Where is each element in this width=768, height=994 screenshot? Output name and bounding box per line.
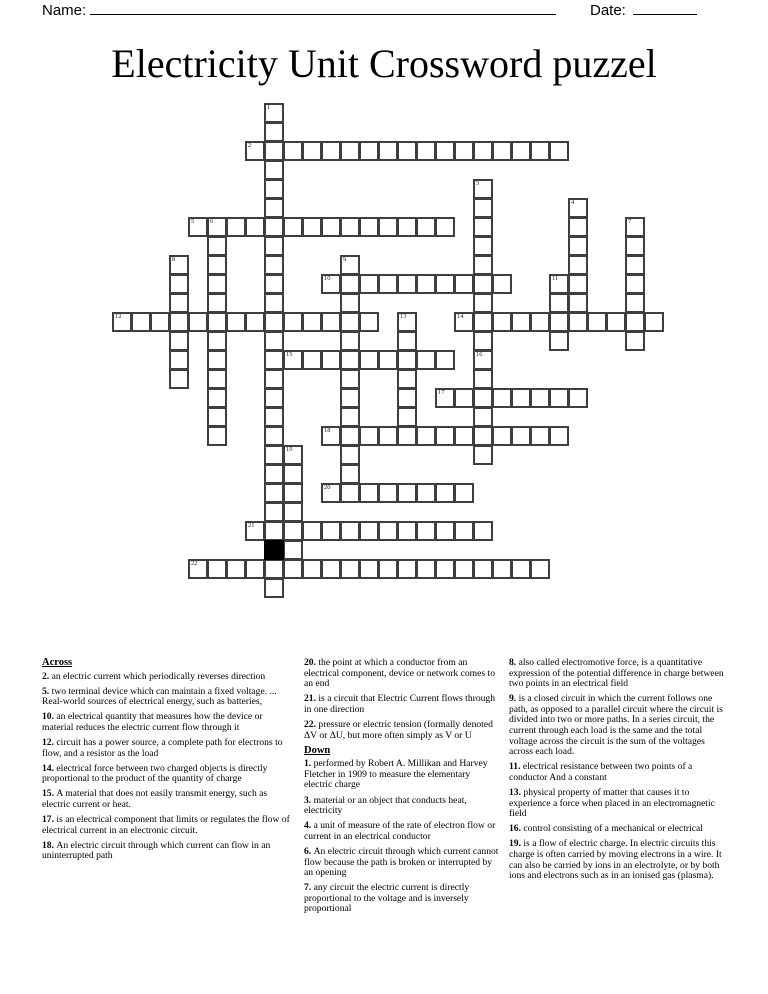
across-header: Across — [42, 657, 73, 668]
grid-cell[interactable] — [302, 141, 322, 161]
clue-item: 15. A material that does not easily transmit energy, such as electric current or heat. — [42, 788, 268, 811]
grid-cell[interactable] — [397, 350, 417, 370]
grid-cell[interactable] — [473, 331, 493, 351]
grid-cell[interactable] — [264, 331, 284, 351]
grid-cell[interactable] — [454, 274, 474, 294]
grid-cell[interactable] — [549, 293, 569, 313]
clue-item: 18. An electric circuit through which current can flow in an uninterrupted path — [42, 839, 271, 862]
grid-cell[interactable] — [131, 312, 151, 332]
grid-cell[interactable] — [473, 388, 493, 408]
grid-cell[interactable] — [359, 312, 379, 332]
grid-cell[interactable] — [207, 217, 227, 237]
grid-cell[interactable] — [454, 426, 474, 446]
grid-cell[interactable] — [587, 312, 607, 332]
clue-number: 2. — [42, 670, 52, 682]
grid-cell[interactable] — [397, 312, 417, 332]
clue-number: 10. — [42, 711, 57, 723]
grid-cell[interactable] — [188, 217, 208, 237]
grid-cell[interactable] — [397, 369, 417, 389]
black-cell — [264, 540, 284, 560]
grid-cell[interactable] — [397, 426, 417, 446]
grid-cell[interactable] — [264, 103, 284, 123]
clue-item: 12. circuit has a power source, a complete path for electrons to flow, and a resistor as the load — [42, 737, 283, 759]
grid-cell[interactable] — [207, 255, 227, 275]
grid-cell[interactable] — [568, 217, 588, 237]
grid-cell[interactable] — [188, 559, 208, 579]
grid-cell[interactable] — [473, 274, 493, 294]
clue-item: 1. performed by Robert A. Millikan and Harvey Fletcher in 1909 to measure the elementary electric charge — [304, 758, 488, 791]
grid-cell[interactable] — [568, 274, 588, 294]
grid-cell[interactable] — [492, 426, 512, 446]
grid-cell[interactable] — [454, 312, 474, 332]
grid-cell[interactable] — [112, 312, 132, 332]
grid-cell[interactable] — [416, 521, 436, 541]
clue-number: 12. — [42, 737, 57, 749]
clue-number-label: 14 — [457, 313, 464, 320]
clue-number: 16. — [509, 823, 524, 835]
grid-cell[interactable] — [454, 521, 474, 541]
grid-cell[interactable] — [302, 312, 322, 332]
grid-cell[interactable] — [169, 312, 189, 332]
clue-number-label: 9 — [343, 256, 347, 263]
clue-item: 14. electrical force between two charged objects is directly proportional to the product of the quantity of charge — [42, 762, 268, 785]
grid-cell[interactable] — [473, 179, 493, 199]
grid-cell[interactable] — [397, 559, 417, 579]
grid-cell[interactable] — [302, 350, 322, 370]
page-title: Electricity Unit Crossword puzzel — [111, 41, 657, 86]
grid-cell[interactable] — [435, 521, 455, 541]
grid-cell[interactable] — [549, 274, 569, 294]
clue-number-label: 8 — [172, 256, 176, 263]
grid-cell[interactable] — [378, 483, 398, 503]
clue-number: 13. — [509, 787, 524, 799]
grid-cell[interactable] — [340, 483, 360, 503]
grid-cell[interactable] — [549, 388, 569, 408]
grid-cell[interactable] — [283, 464, 303, 484]
grid-cell[interactable] — [359, 141, 379, 161]
grid-cell[interactable] — [568, 198, 588, 218]
clue-item: 6. An electric circuit through which current cannot flow because the path is broken or interrupted by an opening — [304, 845, 499, 879]
grid-cell[interactable] — [473, 312, 493, 332]
grid-cell[interactable] — [340, 217, 360, 237]
grid-cell[interactable] — [416, 274, 436, 294]
clue-number: 11. — [509, 761, 523, 773]
clue-item: 2. an electric current which periodically reverses direction — [42, 670, 266, 682]
grid-cell[interactable] — [568, 293, 588, 313]
clue-item: 21. is a circuit that Electric Current flows through in one direction — [304, 693, 496, 715]
grid-cell[interactable] — [625, 217, 645, 237]
clue-item: 22. pressure or electric tension (formally denoted ΔV or ΔU, but more often simply as V or U — [304, 718, 493, 741]
grid-cell[interactable] — [264, 160, 284, 180]
grid-cell[interactable] — [150, 312, 170, 332]
grid-cell[interactable] — [340, 521, 360, 541]
clue-item: 13. physical property of matter that causes it to experience a force when placed in an electromagnetic field — [509, 787, 715, 820]
grid-cell[interactable] — [549, 312, 569, 332]
grid-cell[interactable] — [606, 312, 626, 332]
clue-number-label: 11 — [552, 275, 559, 282]
grid-cell[interactable] — [207, 293, 227, 313]
grid-cell[interactable] — [397, 217, 417, 237]
grid-cell[interactable] — [359, 483, 379, 503]
grid-cell[interactable] — [207, 312, 227, 332]
grid-cell[interactable] — [169, 369, 189, 389]
grid-cell[interactable] — [568, 255, 588, 275]
clue-number-label: 5 — [191, 218, 195, 225]
grid-cell[interactable] — [359, 274, 379, 294]
grid-cell[interactable] — [454, 141, 474, 161]
clue-item: 11. electrical resistance between two points of a conductor And a constant — [509, 761, 693, 783]
grid-cell[interactable] — [492, 559, 512, 579]
grid-cell[interactable] — [207, 331, 227, 351]
grid-cell[interactable] — [378, 274, 398, 294]
grid-cell[interactable] — [492, 274, 512, 294]
clue-number-label: 21 — [248, 522, 255, 529]
grid-cell[interactable] — [340, 445, 360, 465]
grid-cell[interactable] — [397, 141, 417, 161]
clue-item: 8. also called electromotive force, is a quantitative expression of the potential difference in charge between two points in an electrical field — [509, 657, 724, 690]
grid-cell[interactable] — [473, 445, 493, 465]
grid-cell[interactable] — [264, 274, 284, 294]
name-label: Name: — [42, 2, 87, 19]
grid-cell[interactable] — [511, 312, 531, 332]
grid-cell[interactable] — [397, 521, 417, 541]
grid-cell[interactable] — [416, 217, 436, 237]
clue-number: 6. — [304, 845, 314, 857]
grid-cell[interactable] — [321, 521, 341, 541]
grid-cell[interactable] — [321, 559, 341, 579]
grid-cell[interactable] — [321, 426, 341, 446]
grid-cell[interactable] — [473, 141, 493, 161]
grid-cell[interactable] — [511, 559, 531, 579]
grid-cell[interactable] — [226, 312, 246, 332]
grid-cell[interactable] — [530, 312, 550, 332]
grid-cell[interactable] — [321, 483, 341, 503]
clue-number-label: 1 — [267, 104, 271, 111]
grid-cell[interactable] — [283, 445, 303, 465]
date-label: Date: — [590, 2, 626, 19]
grid-cell[interactable] — [188, 312, 208, 332]
grid-cell[interactable] — [321, 217, 341, 237]
grid-cell[interactable] — [625, 255, 645, 275]
grid-cell[interactable] — [283, 141, 303, 161]
grid-cell[interactable] — [207, 274, 227, 294]
grid-cell[interactable] — [264, 122, 284, 142]
grid-cell[interactable] — [359, 350, 379, 370]
grid-cell[interactable] — [473, 217, 493, 237]
clue-item: 20. the point at which a conductor from an electrical component, device or network comes to an end — [304, 657, 495, 690]
grid-cell[interactable] — [340, 559, 360, 579]
grid-cell[interactable] — [378, 426, 398, 446]
clue-number-label: 4 — [571, 199, 575, 206]
clue-number-label: 15 — [286, 351, 293, 358]
grid-cell[interactable] — [397, 388, 417, 408]
grid-cell[interactable] — [359, 217, 379, 237]
grid-cell[interactable] — [283, 502, 303, 522]
grid-cell[interactable] — [378, 217, 398, 237]
grid-cell[interactable] — [207, 350, 227, 370]
grid-cell[interactable] — [568, 388, 588, 408]
grid-cell[interactable] — [473, 350, 493, 370]
grid-cell[interactable] — [492, 312, 512, 332]
grid-cell[interactable] — [492, 388, 512, 408]
grid-cell[interactable] — [340, 388, 360, 408]
grid-cell[interactable] — [264, 141, 284, 161]
grid-cell[interactable] — [264, 502, 284, 522]
grid-cell[interactable] — [549, 426, 569, 446]
grid-cell[interactable] — [454, 483, 474, 503]
grid-cell[interactable] — [226, 559, 246, 579]
grid-cell[interactable] — [378, 141, 398, 161]
grid-cell[interactable] — [454, 388, 474, 408]
grid-cell[interactable] — [625, 293, 645, 313]
grid-cell[interactable] — [207, 426, 227, 446]
grid-cell[interactable] — [359, 559, 379, 579]
grid-cell[interactable] — [473, 198, 493, 218]
grid-cell[interactable] — [416, 350, 436, 370]
grid-cell[interactable] — [207, 388, 227, 408]
grid-cell[interactable] — [435, 559, 455, 579]
grid-cell[interactable] — [245, 141, 265, 161]
grid-cell[interactable] — [264, 445, 284, 465]
grid-cell[interactable] — [264, 426, 284, 446]
grid-cell[interactable] — [264, 521, 284, 541]
grid-cell[interactable] — [169, 255, 189, 275]
grid-cell[interactable] — [416, 559, 436, 579]
grid-cell[interactable] — [340, 407, 360, 427]
clue-item: 10. an electrical quantity that measures how the device or material reduces the electric current flow through it — [42, 711, 263, 733]
grid-cell[interactable] — [644, 312, 664, 332]
grid-cell[interactable] — [416, 426, 436, 446]
grid-cell[interactable] — [473, 369, 493, 389]
grid-cell[interactable] — [283, 521, 303, 541]
grid-cell[interactable] — [625, 331, 645, 351]
grid-cell[interactable] — [473, 426, 493, 446]
grid-cell[interactable] — [321, 312, 341, 332]
grid-cell[interactable] — [473, 407, 493, 427]
grid-cell[interactable] — [283, 350, 303, 370]
clue-number: 3. — [304, 794, 314, 806]
grid-cell[interactable] — [530, 388, 550, 408]
clue-number: 8. — [509, 657, 519, 668]
grid-cell[interactable] — [264, 578, 284, 598]
grid-cell[interactable] — [340, 255, 360, 275]
clue-number-label: 6 — [210, 218, 214, 225]
grid-cell[interactable] — [245, 521, 265, 541]
grid-cell[interactable] — [549, 141, 569, 161]
grid-cell[interactable] — [511, 141, 531, 161]
grid-cell[interactable] — [340, 350, 360, 370]
grid-cell[interactable] — [264, 179, 284, 199]
clue-number: 19. — [509, 838, 524, 850]
clue-number: 7. — [304, 882, 314, 894]
grid-cell[interactable] — [568, 236, 588, 256]
grid-cell[interactable] — [283, 540, 303, 560]
clues-column-1 — [42, 658, 294, 919]
grid-cell[interactable] — [378, 350, 398, 370]
clue-number-label: 16 — [476, 351, 483, 358]
grid-cell[interactable] — [321, 141, 341, 161]
clues-column-2 — [304, 658, 500, 919]
clue-number: 15. — [42, 788, 57, 800]
grid-cell[interactable] — [530, 426, 550, 446]
grid-cell[interactable] — [492, 141, 512, 161]
clue-item: 17. is an electrical component that limits or regulates the flow of electrical current in an electronic circuit. — [42, 814, 290, 836]
clue-number-label: 10 — [324, 275, 331, 282]
clue-number-label: 22 — [191, 560, 198, 567]
clue-item: 3. material or an object that conducts heat, electricity — [304, 794, 467, 817]
grid-cell[interactable] — [511, 426, 531, 446]
clues-section — [42, 658, 758, 919]
grid-cell[interactable] — [435, 217, 455, 237]
grid-cell[interactable] — [283, 312, 303, 332]
grid-cell[interactable] — [264, 483, 284, 503]
grid-cell[interactable] — [283, 559, 303, 579]
grid-cell[interactable] — [283, 483, 303, 503]
clue-number-label: 17 — [438, 389, 445, 396]
grid-cell[interactable] — [264, 198, 284, 218]
grid-cell[interactable] — [378, 559, 398, 579]
clue-number: 14. — [42, 762, 57, 774]
grid-cell[interactable] — [302, 559, 322, 579]
grid-cell[interactable] — [359, 521, 379, 541]
grid-cell[interactable] — [264, 369, 284, 389]
grid-cell[interactable] — [435, 274, 455, 294]
grid-cell[interactable] — [435, 141, 455, 161]
grid-cell[interactable] — [397, 274, 417, 294]
clue-number: 9. — [509, 693, 519, 705]
grid-cell[interactable] — [169, 274, 189, 294]
grid-cell[interactable] — [264, 255, 284, 275]
clue-item: 7. any circuit the electric current is directly proportional to the voltage and is inversely proportional — [304, 882, 470, 915]
grid-cell[interactable] — [473, 521, 493, 541]
grid-cell[interactable] — [264, 388, 284, 408]
grid-cell[interactable] — [264, 312, 284, 332]
grid-cell[interactable] — [264, 407, 284, 427]
grid-cell[interactable] — [264, 464, 284, 484]
clue-number-label: 20 — [324, 484, 331, 491]
grid-cell[interactable] — [169, 293, 189, 313]
clue-number: 18. — [42, 839, 57, 851]
grid-cell[interactable] — [511, 388, 531, 408]
grid-cell[interactable] — [340, 369, 360, 389]
clue-number-label: 13 — [400, 313, 407, 320]
grid-cell[interactable] — [530, 559, 550, 579]
grid-cell[interactable] — [625, 274, 645, 294]
grid-cell[interactable] — [397, 331, 417, 351]
grid-cell[interactable] — [435, 483, 455, 503]
grid-cell[interactable] — [302, 217, 322, 237]
grid-cell[interactable] — [473, 255, 493, 275]
clue-item: 5. two terminal device which can maintain a fixed voltage. ... Real-world sources of electrical energy, such as batteries, — [42, 685, 277, 708]
grid-cell[interactable] — [340, 464, 360, 484]
grid-cell[interactable] — [340, 426, 360, 446]
grid-cell[interactable] — [264, 236, 284, 256]
grid-cell[interactable] — [435, 388, 455, 408]
grid-cell[interactable] — [264, 559, 284, 579]
clue-number: 21. — [304, 693, 319, 705]
grid-cell[interactable] — [416, 141, 436, 161]
grid-cell[interactable] — [283, 217, 303, 237]
grid-cell[interactable] — [397, 483, 417, 503]
grid-cell[interactable] — [416, 483, 436, 503]
grid-cell[interactable] — [435, 350, 455, 370]
down-header: Down — [304, 744, 331, 756]
grid-cell[interactable] — [264, 217, 284, 237]
grid-cell[interactable] — [169, 331, 189, 351]
grid-cell[interactable] — [302, 521, 322, 541]
clue-item: 4. a unit of measure of the rate of electron flow or current in an electrical conductor — [304, 820, 496, 842]
clues-column-3 — [509, 658, 731, 919]
grid-cell[interactable] — [207, 236, 227, 256]
grid-cell[interactable] — [473, 236, 493, 256]
grid-cell[interactable] — [264, 293, 284, 313]
grid-cell[interactable] — [340, 274, 360, 294]
clue-number-label: 3 — [476, 180, 480, 187]
grid-cell[interactable] — [207, 407, 227, 427]
grid-cell[interactable] — [454, 559, 474, 579]
clue-number: 17. — [42, 814, 57, 826]
clue-number-label: 19 — [286, 446, 293, 453]
grid-cell[interactable] — [549, 331, 569, 351]
clue-item: 9. is a closed circuit in which the current follows one path, as opposed to a parallel circuit where the circuit is divided into two or more paths. In a series circuit, the current through each load is the same and the total voltage across the circuit is the sum of the voltages across each load. — [509, 693, 723, 758]
grid-cell[interactable] — [625, 312, 645, 332]
clue-number-label: 2 — [248, 142, 252, 149]
grid-cell[interactable] — [245, 559, 265, 579]
grid-cell[interactable] — [245, 217, 265, 237]
grid-cell[interactable] — [340, 312, 360, 332]
grid-cell[interactable] — [207, 559, 227, 579]
grid-cell[interactable] — [340, 293, 360, 313]
grid-cell[interactable] — [226, 217, 246, 237]
grid-cell[interactable] — [207, 369, 227, 389]
grid-cell[interactable] — [340, 331, 360, 351]
grid-cell[interactable] — [530, 141, 550, 161]
grid-cell[interactable] — [568, 312, 588, 332]
grid-cell[interactable] — [321, 350, 341, 370]
grid-cell[interactable] — [435, 426, 455, 446]
grid-cell[interactable] — [169, 350, 189, 370]
grid-cell[interactable] — [625, 236, 645, 256]
clue-number-label: 7 — [628, 218, 632, 225]
grid-cell[interactable] — [473, 559, 493, 579]
grid-cell[interactable] — [321, 274, 341, 294]
grid-cell[interactable] — [473, 293, 493, 313]
grid-cell[interactable] — [245, 312, 265, 332]
clue-number: 4. — [304, 820, 314, 832]
clue-number: 5. — [42, 685, 52, 697]
grid-cell[interactable] — [397, 407, 417, 427]
grid-cell[interactable] — [340, 141, 360, 161]
clue-number-label: 12 — [115, 313, 122, 320]
grid-cell[interactable] — [359, 426, 379, 446]
grid-cell[interactable] — [378, 521, 398, 541]
clue-number-label: 18 — [324, 427, 331, 434]
clue-number: 22. — [304, 718, 319, 730]
grid-cell[interactable] — [264, 350, 284, 370]
clue-item: 16. control consisting of a mechanical or electrical — [509, 823, 703, 835]
clue-number: 1. — [304, 758, 314, 770]
clue-item: 19. is a flow of electric charge. In electric circuits this charge is often carried by moving electrons in a wire. It can also be carried by ions in an electrolyte, or by both ions and electrons such as in an ionised gas (plasma). — [509, 838, 722, 882]
clue-number: 20. — [304, 657, 319, 668]
